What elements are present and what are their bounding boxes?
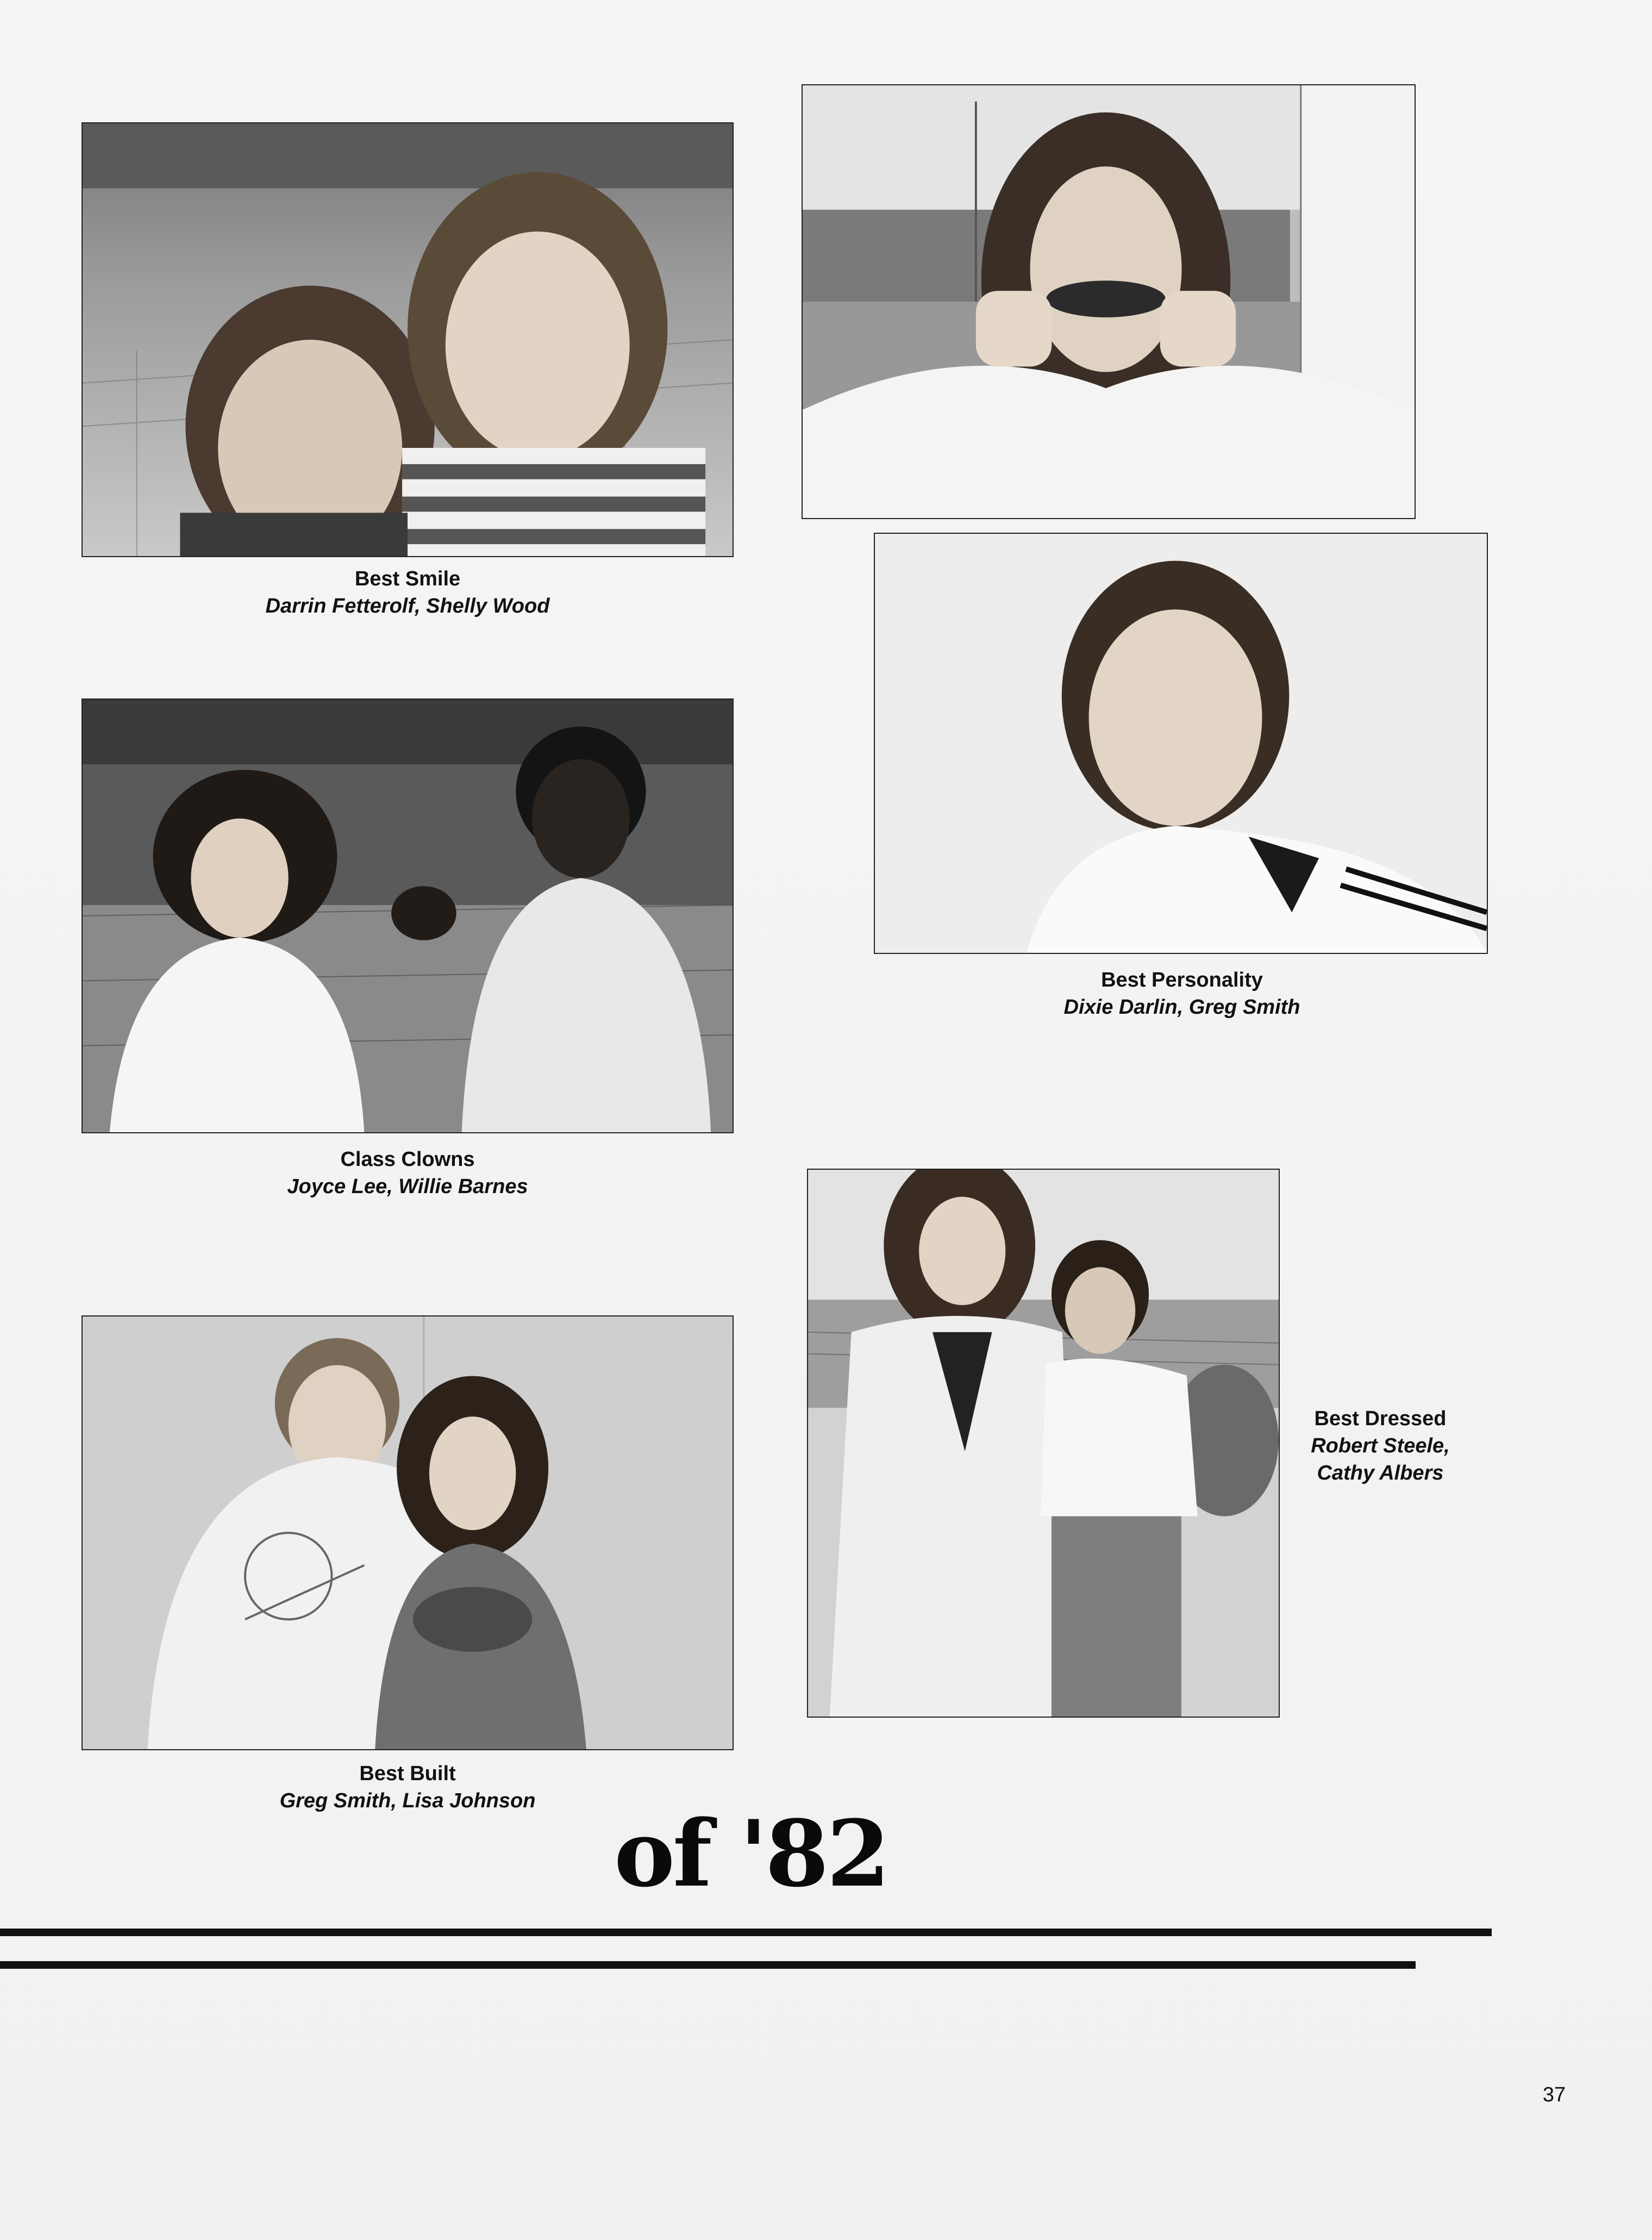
award-title: Best Smile	[354, 567, 461, 590]
page-number: 37	[1542, 2083, 1566, 2106]
class-year-headline: of '82	[614, 1800, 888, 1907]
award-title: Best Personality	[1101, 969, 1263, 991]
photo-class-clowns	[82, 698, 734, 1133]
photo-mouth-stretch	[802, 84, 1416, 519]
rule-top	[0, 1929, 1492, 1936]
photo-best-smile	[82, 122, 734, 557]
photo-best-personality	[874, 533, 1488, 954]
student-names-line2: Cathy Albers	[1317, 1462, 1444, 1484]
caption-best-smile	[190, 565, 625, 620]
student-names: Greg Smith, Lisa Johnson	[279, 1789, 536, 1812]
student-names: Joyce Lee, Willie Barnes	[287, 1175, 528, 1198]
caption-best-built	[190, 1760, 625, 1814]
student-names: Darrin Fetterolf, Shelly Wood	[265, 595, 550, 617]
rule-bottom	[0, 1961, 1416, 1969]
caption-best-personality	[937, 966, 1426, 1021]
caption-best-dressed	[1272, 1405, 1489, 1487]
student-names: Dixie Darlin, Greg Smith	[1063, 996, 1300, 1019]
photo-best-built	[82, 1315, 734, 1750]
photo-best-dressed	[807, 1169, 1280, 1718]
caption-class-clowns	[190, 1146, 625, 1200]
award-title: Best Built	[359, 1762, 456, 1785]
award-title: Class Clowns	[340, 1148, 475, 1171]
student-names-line1: Robert Steele,	[1311, 1434, 1450, 1457]
award-title: Best Dressed	[1314, 1407, 1447, 1430]
